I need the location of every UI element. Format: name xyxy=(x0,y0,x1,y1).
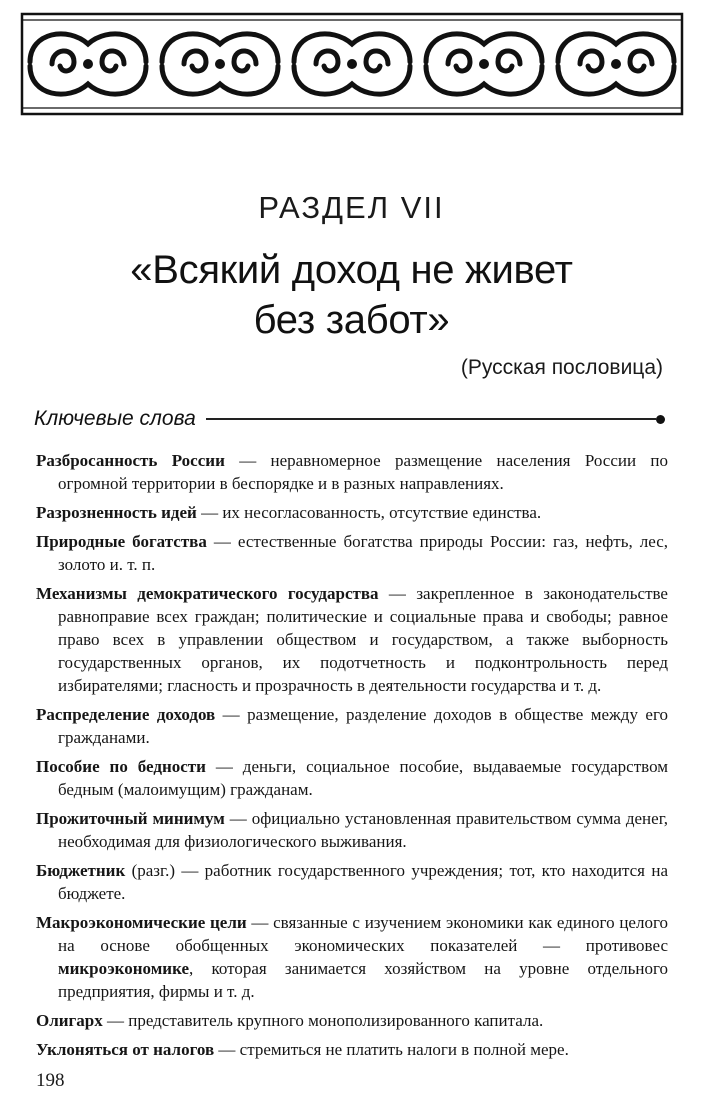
definition-text: — официально установленная правительством сумма денег, необходимая для физиологического выживания. xyxy=(58,809,668,851)
definition-text: — стремиться не платить налоги в полной мере. xyxy=(214,1040,569,1059)
definition-item xyxy=(36,1009,668,1032)
section-title-line-2: без забот» xyxy=(253,298,450,342)
definition-term: Разбросанность России xyxy=(36,451,225,470)
keyword-definitions xyxy=(36,449,668,1067)
keywords-heading: Ключевые слова xyxy=(34,407,196,430)
definition-term: Механизмы демократического государства xyxy=(36,584,379,603)
ornament-scroll-unit xyxy=(30,34,146,94)
ornament-scroll-unit xyxy=(294,34,410,94)
definition-item xyxy=(36,911,668,1003)
definition-term: Распределение доходов xyxy=(36,705,216,724)
definition-item xyxy=(36,859,668,905)
decorative-ornament-border xyxy=(20,12,684,116)
page-number: 198 xyxy=(36,1070,65,1091)
definition-text: — естественные богатства природы России: газ, нефть, лес, золото и. т. п. xyxy=(58,532,669,574)
definition-term: Бюджетник xyxy=(36,861,126,880)
definition-text: — неравномерное размещение населения России по огромной территории в беспорядке и в разных направлениях. xyxy=(58,451,668,493)
definition-text: — представитель крупного монополизированного капитала. xyxy=(102,1011,544,1030)
definition-item xyxy=(36,1038,668,1061)
definition-text: — размещение, разделение доходов в обществе между его гражданами. xyxy=(58,705,668,747)
definition-term: Разрозненность идей xyxy=(36,503,197,522)
definition-term: Уклоняться от налогов xyxy=(36,1040,215,1059)
keywords-rule xyxy=(206,418,656,420)
definition-item xyxy=(36,582,668,697)
definition-item xyxy=(36,807,668,853)
section-label: РАЗДЕЛ VII xyxy=(258,190,445,225)
definition-text: — их несогласованность, отсутствие единства. xyxy=(196,503,542,522)
definition-text: (разг.) — работник государственного учреждения; тот, кто находится на бюджете. xyxy=(58,861,668,903)
definition-text: — закрепленное в законодательстве равноправие всех граждан; политические и социальные права и свободы; равное право всех в управлении обществом и государством, а также выборность государственных органов, их подотчетность и подконтрольность перед избирателями; гласность и прозрачность в деятельности государства и т. д. xyxy=(58,584,668,695)
definition-item xyxy=(36,703,668,749)
section-title-line-1: «Всякий доход не живет xyxy=(130,248,573,292)
definition-item xyxy=(36,755,668,801)
definition-term: Макроэкономические цели xyxy=(36,913,247,932)
definition-text: — деньги, социальное пособие, выдаваемые государством бедным (малоимущим) гражданам. xyxy=(58,757,669,799)
section-title xyxy=(0,245,703,345)
definition-term: Олигарх xyxy=(36,1011,103,1030)
keywords-heading-row xyxy=(34,404,665,434)
definition-text: — связанные с изучением экономики как единого целого на основе обобщенных экономических показателей — противовес xyxy=(58,913,668,955)
definition-term-secondary: микроэкономике xyxy=(58,959,190,978)
definition-item xyxy=(36,530,668,576)
definition-term: Прожиточный минимум xyxy=(36,809,225,828)
ornament-scroll-unit xyxy=(162,34,278,94)
definition-term: Пособие по бедности xyxy=(36,757,206,776)
ornament-scroll-unit xyxy=(558,34,674,94)
ornament-scroll-unit xyxy=(426,34,542,94)
definition-term: Природные богатства xyxy=(36,532,207,551)
definition-text-continued: , которая занимается хозяйством на уровне отдельного предприятия, фирмы и т. д. xyxy=(58,959,668,1001)
definition-item xyxy=(36,449,668,495)
keywords-rule-dot xyxy=(656,415,665,424)
definition-item xyxy=(36,501,668,524)
proverb-source: (Русская пословица) xyxy=(460,356,663,379)
